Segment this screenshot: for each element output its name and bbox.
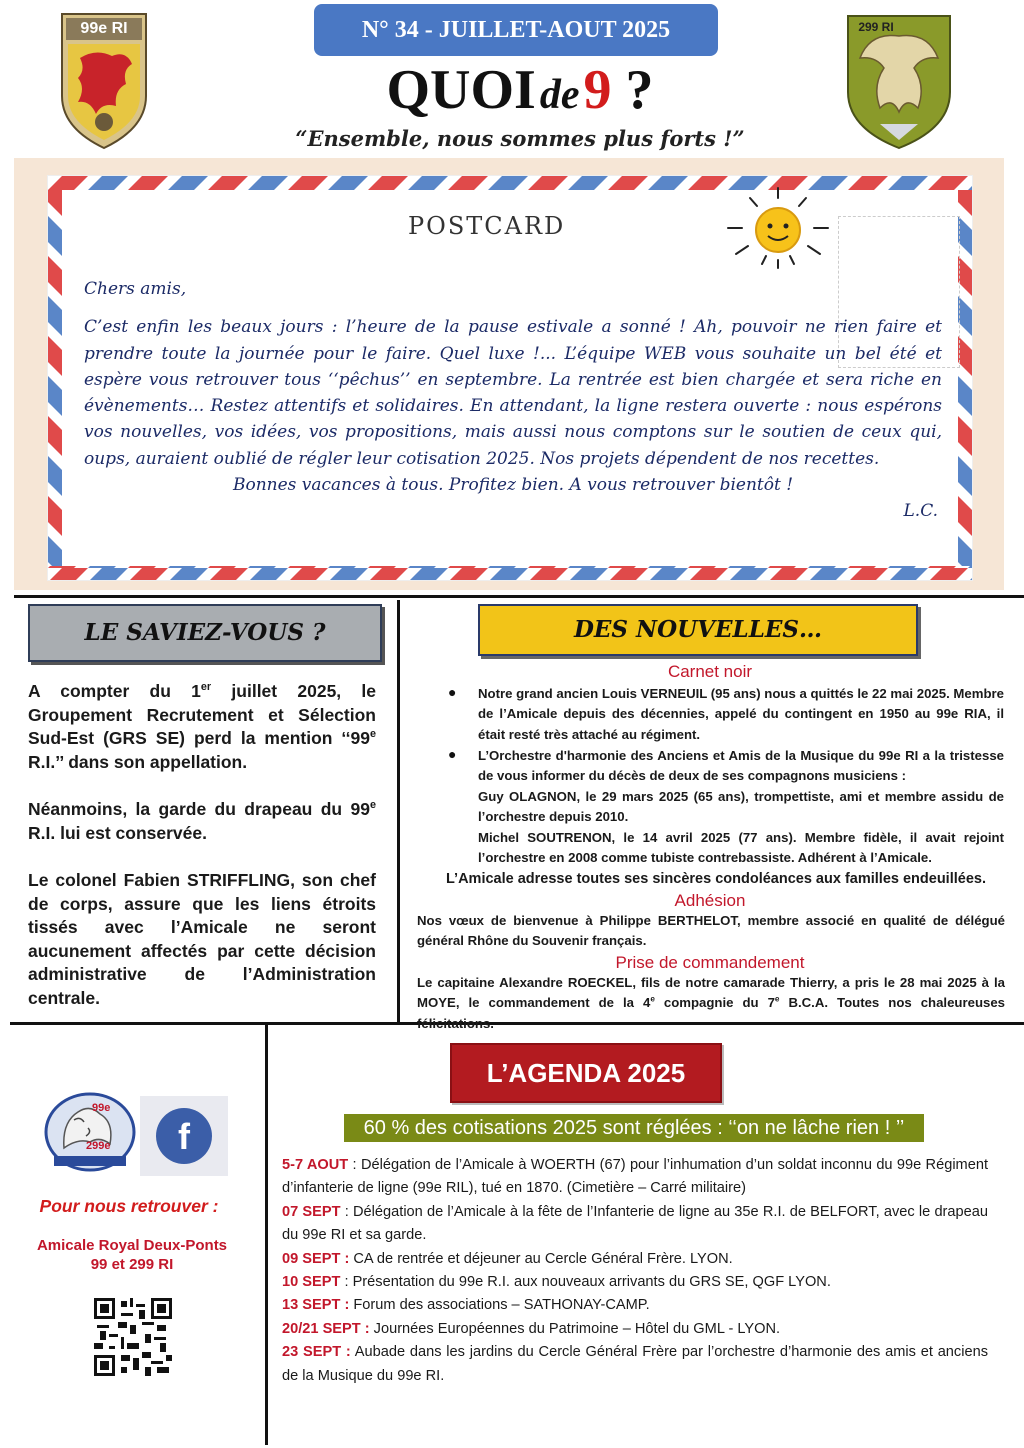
news-condoleances: L’Amicale adresse toutes ses sincères condoléances aux familles endeuillées.: [446, 871, 986, 887]
title-de: de: [539, 72, 580, 118]
issue-banner: N° 34 - JUILLET-AOUT 2025: [314, 4, 718, 56]
motto: “Ensemble, nous sommes plus forts !”: [295, 126, 745, 151]
facebook-icon[interactable]: f: [156, 1108, 212, 1164]
agenda-date: 20/21 SEPT :: [282, 1320, 370, 1337]
news-item-olagnon: Guy OLAGNON, le 29 mars 2025 (65 ans), trompettiste, ami et membre assidu de l’orchestre depuis 2010.: [478, 789, 1004, 825]
agenda-item: 13 SEPT : Forum des associations – SATHONAY-CAMP.: [282, 1297, 650, 1314]
cotisations-banner: 60 % des cotisations 2025 sont réglées : ‘‘on ne lâche rien ! ’’: [344, 1114, 924, 1142]
agenda-item: 07 SEPT : Délégation de l’Amicale à la fête de l’Infanterie de ligne au 35e R.I. de BELFORT, avec le drapeau du 99e RI et sa garde.: [282, 1203, 988, 1244]
amicale-name: [14, 1236, 250, 1274]
bullet-icon: ●: [448, 684, 457, 700]
qr-code-icon[interactable]: [94, 1298, 172, 1376]
commandement-text: Le capitaine Alexandre ROECKEL, fils de notre camarade Thierry, a pris le 28 mai 2025 à la MOYE, le commandement de la 4e compagnie du 7e B.C.A. Toutes nos chaleureuses félicitations.: [417, 975, 1005, 1031]
postcard-letter: [84, 276, 942, 525]
nouvelles-title: DES NOUVELLES…: [478, 604, 918, 656]
agenda-item: 20/21 SEPT : Journées Européennes du Patrimoine – Hôtel du GML - LYON.: [282, 1320, 781, 1337]
agenda-date: 09 SEPT :: [282, 1250, 350, 1267]
news-item-soutrenon: Michel SOUTRENON, le 14 avril 2025 (77 ans). Membre fidèle, il avait rejoint l’orchestre en 2008 comme tubiste contrebassiste. Adhérent à l’Amicale.: [478, 830, 1004, 866]
saviez-p3: Le colonel Fabien STRIFFLING, son chef de corps, assure que les liens étroits tissés avec l’Amicale ne seront aucunement affectés par cette décision administrative de l’Administration centrale.: [28, 870, 376, 1008]
amicale-logo: [44, 1092, 136, 1172]
agenda-date: 5-7 AOUT: [282, 1157, 349, 1173]
agenda-date: 23 SEPT :: [282, 1344, 351, 1361]
saviez-p2: Néanmoins, la garde du drapeau du 99e R.I. lui est conservée.: [28, 799, 376, 843]
title-quoi: QUOI: [386, 59, 536, 121]
commandement-title: Prise de commandement: [615, 953, 805, 972]
saviez-p1: A compter du 1er juillet 2025, le Groupement Recrutement et Sélection Sud-Est (GRS SE) perd la mention ‘‘99e R.I.’’ dans son appellation.: [28, 681, 377, 772]
agenda-list: [282, 1154, 988, 1388]
crest-right-label: 299 RI: [858, 20, 894, 34]
crest-99-ri: [56, 10, 152, 152]
logo-bottom-label: 299e: [86, 1140, 111, 1152]
carnet-noir-title: Carnet noir: [667, 662, 753, 681]
title-nine: 9: [583, 59, 612, 121]
saviez-vous-title: LE SAVIEZ-VOUS ?: [28, 604, 382, 662]
postcard-heading: POSTCARD: [408, 212, 566, 240]
agenda-date: 10 SEPT: [282, 1274, 341, 1291]
divider-top: [14, 595, 1024, 598]
letter-closing: Bonnes vacances à tous. Profitez bien. A vous retrouver bientôt !: [232, 475, 794, 496]
news-item-verneuil: Notre grand ancien Louis VERNEUIL (95 ans) nous a quittés le 22 mai 2025. Membre de l’Amicale depuis des décennies, appelé du contingent en 1950 au 99e RIA, il était resté très attaché au régiment.: [478, 686, 1004, 742]
logo-top-label: 99e: [92, 1102, 111, 1114]
news-item-orchestre: L’Orchestre d'harmonie des Anciens et Amis de la Musique du 99e RI a la tristesse de vous informer du décès de deux de ses compagnons musiciens :: [478, 748, 1004, 784]
letter-signature: L.C.: [903, 501, 938, 522]
agenda-date: 07 SEPT: [282, 1203, 341, 1220]
letter-greeting: Chers amis,: [84, 279, 187, 299]
title-question: ?: [611, 59, 654, 121]
bullet-icon: ●: [448, 746, 457, 762]
adhesion-title: Adhésion: [674, 891, 746, 910]
divider-middle: [397, 600, 400, 1022]
crest-299-ri: [840, 12, 958, 152]
crest-left-label: 99e RI: [80, 20, 128, 37]
amicale-line2: 99 et 299 RI: [90, 1256, 174, 1273]
agenda-item: 09 SEPT : CA de rentrée et déjeuner au Cercle Général Frère. LYON.: [282, 1250, 733, 1267]
saviez-vous-text: [28, 680, 376, 1034]
agenda-date: 13 SEPT :: [282, 1297, 350, 1314]
agenda-title: L’AGENDA 2025: [450, 1043, 722, 1103]
amicale-line1: Amicale Royal Deux-Ponts: [36, 1237, 228, 1254]
agenda-item: 5-7 AOUT : Délégation de l’Amicale à WOERTH (67) pour l’inhumation d’un soldat inconnu du 99e Régiment d’infanterie de ligne (99e RIL), tué en 1870. (Cimetière – Carré militaire): [282, 1157, 989, 1197]
agenda-item: 10 SEPT : Présentation du 99e R.I. aux nouveaux arrivants du GRS SE, QGF LYON.: [282, 1274, 831, 1291]
retrouver-label: Pour nous retrouver :: [39, 1196, 219, 1216]
agenda-item: 23 SEPT : Aubade dans les jardins du Cercle Général Frère par l’orchestre d’harmonie des amis et anciens de la Musique du 99e RI.: [282, 1344, 988, 1384]
sun-icon: [722, 184, 834, 272]
adhesion-text: Nos vœux de bienvenue à Philippe BERTHELOT, membre associé en qualité de délégué général Rhône du Souvenir français.: [417, 913, 1005, 949]
newsletter-title: [320, 58, 720, 122]
letter-body: C’est enfin les beaux jours : l’heure de la pause estivale a sonné ! Ah, pouvoir ne rien faire et prendre toute la journée pour le faire. Quel luxe !... L’équipe WEB vous souhaite un bel été et espère vous retrouver tous ‘‘pêchus’’ en septembre. La rentrée est bien chargée et sera riche en évènements… Restez attentifs et solidaires. En attendant, la ligne restera ouverte : nous espérons vos nouvelles, vos idées, vos propositions, mais aussi nous comptons sur le soutien de ceux qui, oups, auraient oublié de régler leur cotisation 2025. Nos projets dépendent de nos recettes.: [84, 317, 942, 469]
divider-bottom-left: [265, 1025, 268, 1445]
